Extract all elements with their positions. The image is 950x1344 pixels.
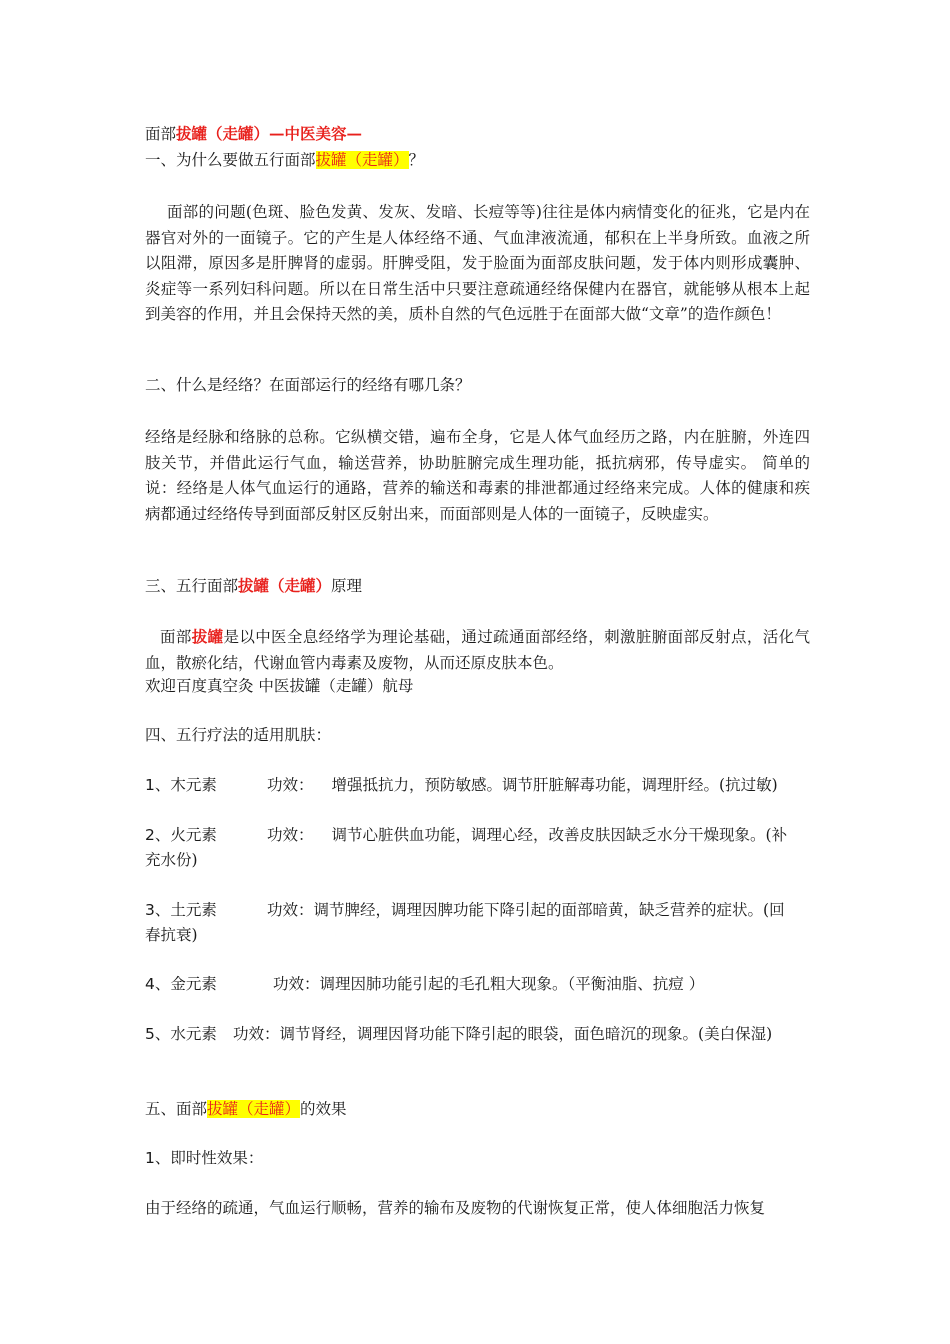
effect-text: 调节心脏供血功能，调理心经，改善皮肤因缺乏水分干燥现象。(补 [331,826,788,844]
effect-text: 调理因肺功能引起的毛孔粗大现象。（平衡油脂、抗痘 ） [319,975,705,993]
title-prefix: 面部 [145,125,177,143]
section-5-heading [145,1096,347,1122]
subheading-number: 1 [145,1149,155,1167]
section-3-highlight: 拔罐（走罐） [238,576,332,595]
effect-label: 功效： [267,776,314,794]
element-effect [267,772,778,798]
element-effect [267,822,787,848]
element-name: 、木元素 [154,776,217,794]
section-5-subheading [145,1145,263,1171]
section-1-text: 一、为什么要做五行面部 [145,151,316,169]
effect-label: 功效： [267,901,314,919]
element-name: 、火元素 [154,826,217,844]
document-title [145,121,362,147]
element-effect [273,971,704,997]
element-effect [233,1021,772,1047]
element-water-row [145,1021,773,1047]
element-metal-row [145,971,705,997]
element-number: 1 [145,776,155,794]
section-3-text: 三、五行面部 [145,577,239,595]
section-1-highlight: 拔罐（走罐） [315,151,409,169]
section-1-suffix: ？ [408,151,425,169]
section-5-text: 五、面部 [145,1100,208,1118]
section-3-para-highlight: 拔罐 [191,627,224,646]
section-3-heading [145,573,362,599]
element-number: 3 [145,901,155,919]
effect-text: 调节肾经，调理因肾功能下降引起的眼袋，面色暗沉的现象。(美白保湿) [279,1025,773,1043]
element-fire-continuation: 充水份) [145,851,198,869]
element-earth-row [145,897,785,923]
section-4-heading: 四、五行疗法的适用肌肤： [145,726,332,744]
subheading-text: 、即时性效果： [154,1149,264,1167]
section-3-para-prefix: 面部 [160,628,192,646]
section-2-heading: 二、什么是经络？在面部运行的经络有哪几条？ [145,376,471,394]
section-3-suffix: 原理 [331,577,363,595]
element-earth-continuation: 春抗衰) [145,926,198,944]
section-1-paragraph: 面部的问题(色斑、脸色发黄、发灰、发暗、长痘等等)往往是体内病情变化的征兆，它是内在器官对外的一面镜子。它的产生是人体经络不通、气血津液流通，郁积在上半身所致。血液之所以阻滞，原因多是肝脾肾的虚弱。肝脾受阻，发于脸面为面部皮肤问题，发于体内则形成囊肿、炎症等一系列妇科问题。所以在日常生活中只要注意疏通经络保健内在器官，就能够从根本上起到美容的作用，并且会保持天然的美，质朴自然的气色远胜于在面部大做“文章”的造作颜色！ [145,203,810,323]
effect-label: 功效： [233,1025,280,1043]
element-name: 、金元素 [154,975,217,993]
section-1-heading [145,147,424,173]
section-5-suffix: 的效果 [300,1100,347,1118]
section-2-paragraph: 经络是经脉和络脉的总称。它纵横交错，遍布全身，它是人体气血经历之路，内在脏腑，外连四肢关节，并借此运行气血，输送营养，协助脏腑完成生理功能，抵抗病邪，传导虚实。 简单的说：经络是人体气血运行的通路，营养的输送和毒素的排泄都通过经络来完成。人体的健康和疾病都通过经络传导到面部反射区反射出来，而面部则是人体的一面镜子，反映虚实。 [145,428,810,523]
element-name: 、土元素 [154,901,217,919]
section-3-para-text: 是以中医全息经络学为理论基础，通过疏通面部经络，刺激脏腑面部反射点，活化气血，散瘀化结，代谢血管内毒素及废物，从而还原皮肤本色。 [145,628,810,672]
effect-label: 功效： [273,975,320,993]
element-number: 5 [145,1025,155,1043]
section-5-paragraph: 由于经络的疏通，气血运行顺畅，营养的输布及废物的代谢恢复正常，使人体细胞活力恢复 [145,1199,766,1217]
element-number: 4 [145,975,155,993]
title-highlight: 拔罐（走罐）—中医美容— [176,124,363,143]
element-number: 2 [145,826,155,844]
element-wood-row [145,772,778,798]
effect-text: 增强抵抗力，预防敏感。调节肝脏解毒功能，调理肝经。(抗过敏) [331,776,778,794]
promo-line: 欢迎百度真空灸 中医拔罐（走罐）航母 [145,677,414,695]
section-3-paragraph [145,624,810,676]
element-effect [267,897,785,923]
element-fire-row [145,822,788,848]
effect-text: 调节脾经，调理因脾功能下降引起的面部暗黄，缺乏营养的症状。(回 [313,901,785,919]
element-name: 、水元素 [154,1025,217,1043]
section-5-highlight: 拔罐（走罐） [207,1100,301,1118]
effect-label: 功效： [267,826,314,844]
